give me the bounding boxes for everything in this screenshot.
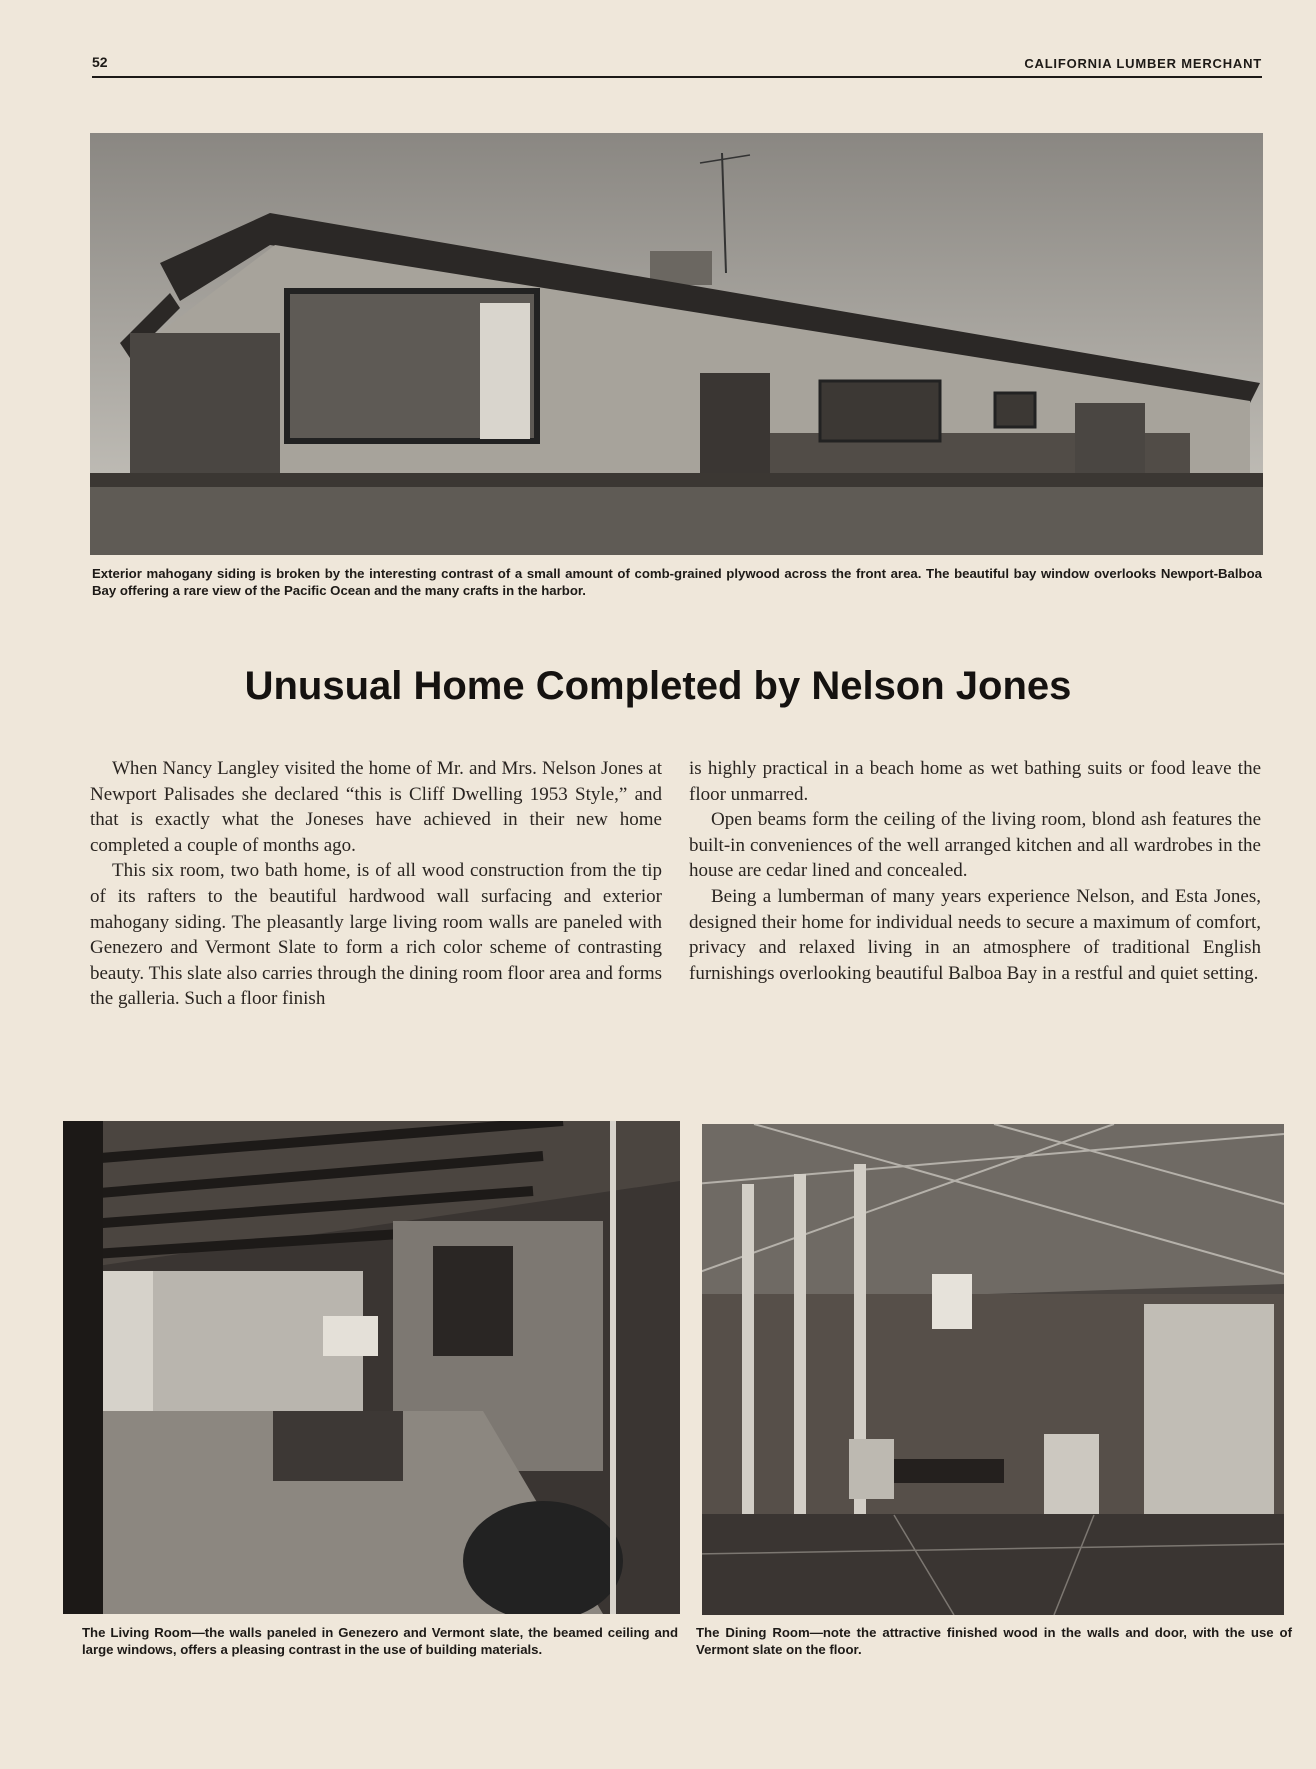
page-number: 52 bbox=[92, 54, 108, 70]
living-room-caption: The Living Room—the walls paneled in Genezero and Vermont slate, the beamed ceiling and large windows, offers a pleasing contrast in the use of building materials. bbox=[82, 1625, 678, 1657]
article-paragraph: Being a lumberman of many years experience Nelson, and Esta Jones, designed their home for individual needs to secure a maximum of comfort, privacy and relaxed living in an atmosphere of traditional English furnishings overlooking beautiful Balboa Bay in a restful and quiet setting. bbox=[689, 885, 1261, 984]
living-room-photo bbox=[63, 1121, 680, 1614]
header-rule bbox=[92, 76, 1262, 78]
article-paragraph: Open beams form the ceiling of the living room, blond ash features the built-in conveniences of the well arranged kitchen and all wardrobes in the house are cedar lined and concealed. bbox=[689, 809, 1261, 882]
article-paragraph: When Nancy Langley visited the home of Mr. and Mrs. Nelson Jones at Newport Palisades she declared “this is Cliff Dwelling 1953 Style,” and that is exactly what the Joneses have achieved in their new home completed a couple of months ago. bbox=[90, 758, 662, 856]
exterior-house-photo bbox=[90, 133, 1263, 555]
article-column-left bbox=[90, 756, 662, 1012]
magazine-title: CALIFORNIA LUMBER MERCHANT bbox=[1024, 56, 1262, 71]
dining-room-caption: The Dining Room—note the attractive finished wood in the walls and door, with the use of Vermont slate on the floor. bbox=[696, 1625, 1292, 1657]
article-column-right bbox=[689, 756, 1261, 986]
exterior-photo-caption: Exterior mahogany siding is broken by the interesting contrast of a small amount of comb-grained plywood across the front area. The beautiful bay window overlooks Newport-Balboa Bay offering a rare view of the Pacific Ocean and the many crafts in the harbor. bbox=[92, 566, 1262, 598]
article-paragraph-continued: is highly practical in a beach home as wet bathing suits or food leave the floor unmarred. bbox=[689, 758, 1261, 805]
dining-room-photo bbox=[694, 1124, 1284, 1615]
article-paragraph: This six room, two bath home, is of all wood construction from the tip of its rafters to the beautiful hardwood wall surfacing and exterior mahogany siding. The pleasantly large living room walls are paneled with Genezero and Vermont Slate to form a rich color scheme of contrasting beauty. This slate also carries through the dining room floor area and forms the galleria. Such a floor finish bbox=[90, 860, 662, 1010]
article-title: Unusual Home Completed by Nelson Jones bbox=[244, 664, 1072, 708]
